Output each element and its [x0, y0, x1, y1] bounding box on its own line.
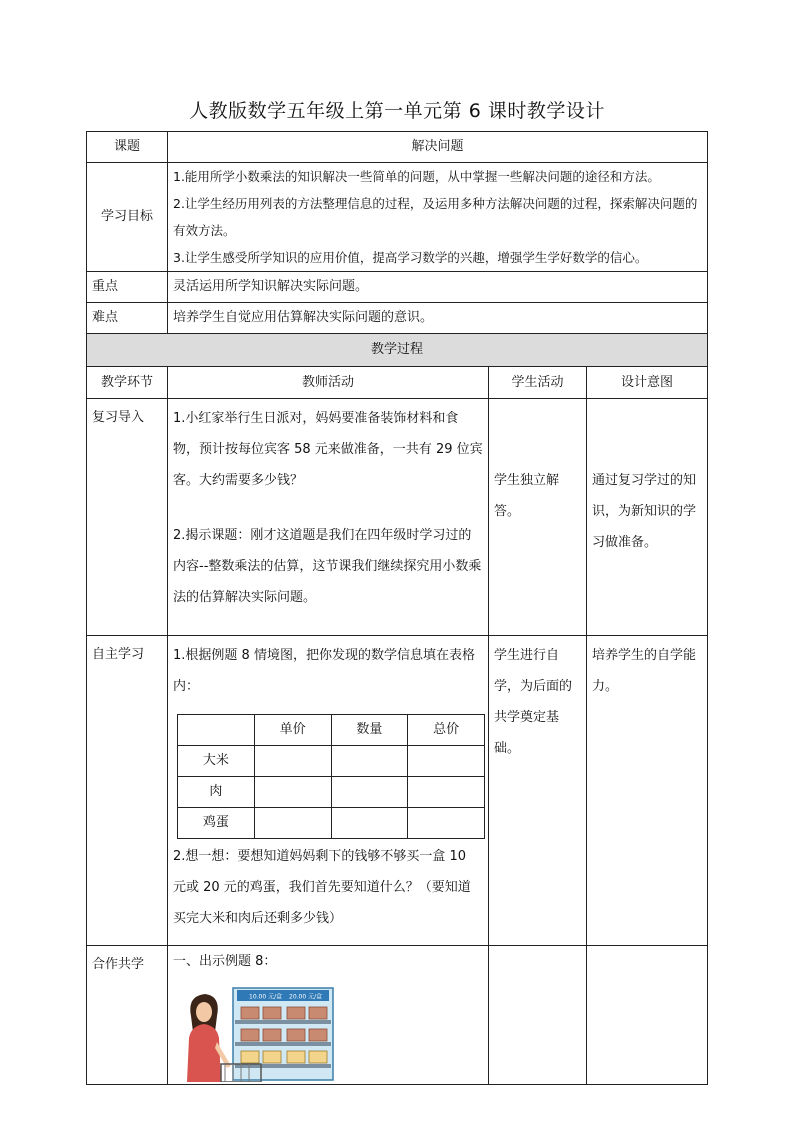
stage-row-self-study: [87, 636, 708, 946]
goals-label: 学习目标: [87, 163, 168, 272]
column-header: 教学环节: [87, 367, 168, 399]
price-tag: 20.00 元/盒: [289, 993, 323, 1001]
process-header-row: [87, 334, 708, 367]
goals-row: [87, 163, 708, 272]
teacher-paragraph: 一、出示例题 8：: [173, 954, 277, 969]
process-header: 教学过程: [87, 334, 708, 367]
column-header-row: [87, 367, 708, 399]
topic-row: [87, 132, 708, 163]
info-table-cell: 鸡蛋: [178, 808, 255, 839]
info-table-header: [178, 715, 485, 746]
key-point-row: [87, 272, 708, 303]
page-title: 人教版数学五年级上第一单元第 6 课时教学设计: [189, 100, 605, 122]
goal-item: 1.能用所学小数乘法的知识解决一些简单的问题，从中掌握一些解决问题的途径和方法。: [173, 169, 660, 184]
column-header: 教师活动: [168, 367, 489, 399]
key-point-value: 灵活运用所学知识解决实际问题。: [168, 272, 708, 303]
column-header: 设计意图: [587, 367, 708, 399]
design-intent: [587, 946, 708, 1085]
design-intent: 通过复习学过的知识，为新知识的学习做准备。: [587, 399, 708, 636]
stage-row-review: [87, 399, 708, 636]
info-table-cell[interactable]: [254, 777, 331, 808]
info-table-cell[interactable]: [331, 808, 408, 839]
info-table-cell: [178, 715, 255, 746]
student-activity: 学生进行自学，为后面的共学奠定基础。: [489, 636, 587, 946]
info-table-cell[interactable]: [254, 746, 331, 777]
stage-name: 复习导入: [87, 399, 168, 636]
stage-row-cooperative: [87, 946, 708, 1085]
goal-item: 3.让学生感受所学知识的应用价值，提高学习数学的兴趣，增强学生学好数学的信心。: [173, 250, 648, 265]
stage-name: 自主学习: [87, 636, 168, 946]
info-table-cell[interactable]: [408, 746, 485, 777]
info-table-cell[interactable]: [254, 808, 331, 839]
goals-content: [168, 163, 708, 272]
student-activity: 学生独立解答。: [489, 399, 587, 636]
info-table-cell[interactable]: [408, 777, 485, 808]
column-header: 学生活动: [489, 367, 587, 399]
difficulty-value: 培养学生自觉应用估算解决实际问题的意识。: [168, 303, 708, 334]
info-table-cell: 数量: [331, 715, 408, 746]
topic-value: 解决问题: [168, 132, 708, 163]
info-table-cell: 总价: [408, 715, 485, 746]
info-table-cell[interactable]: [408, 808, 485, 839]
info-table-cell: 大米: [178, 746, 255, 777]
info-table-cell[interactable]: [331, 777, 408, 808]
price-tag: 10.00 元/盒: [249, 993, 283, 1001]
example-8-illustration: [177, 986, 337, 1082]
teacher-paragraph: 2.想一想：要想知道妈妈剩下的钱够不够买一盒 10 元或 20 元的鸡蛋，我们首先要知道什么？（要知道买完大米和肉后还剩多少钱）: [173, 849, 471, 926]
stage-name: 合作共学: [87, 946, 168, 1085]
student-activity: [489, 946, 587, 1085]
info-table: [177, 714, 485, 839]
info-table-row: [178, 808, 485, 839]
difficulty-label: 难点: [87, 303, 168, 334]
info-table-row: [178, 777, 485, 808]
teacher-activity: [168, 636, 489, 946]
design-intent: 培养学生的自学能力。: [587, 636, 708, 946]
teacher-paragraph: 1.根据例题 8 情境图，把你发现的数学信息填在表格内：: [173, 648, 475, 694]
teacher-activity: [168, 946, 489, 1085]
teacher-paragraph: 2.揭示课题：刚才这道题是我们在四年级时学习过的内容--整数乘法的估算，这节课我们继续探究用小数乘法的估算解决实际问题。: [173, 528, 482, 605]
info-table-cell: 肉: [178, 777, 255, 808]
key-point-label: 重点: [87, 272, 168, 303]
difficulty-row: [87, 303, 708, 334]
goal-item: 2.让学生经历用列表的方法整理信息的过程，及运用多种方法解决问题的过程，探索解决问题的有效方法。: [173, 196, 698, 238]
teacher-activity: [168, 399, 489, 636]
info-table-cell: 单价: [254, 715, 331, 746]
info-table-row: [178, 746, 485, 777]
topic-label: 课题: [87, 132, 168, 163]
info-table-cell[interactable]: [331, 746, 408, 777]
lesson-plan-table: [86, 131, 708, 1085]
teacher-paragraph: 1.小红家举行生日派对，妈妈要准备装饰材料和食物，预计按每位宾客 58 元来做准备，一共有 29 位宾客。大约需要多少钱？: [173, 411, 483, 488]
